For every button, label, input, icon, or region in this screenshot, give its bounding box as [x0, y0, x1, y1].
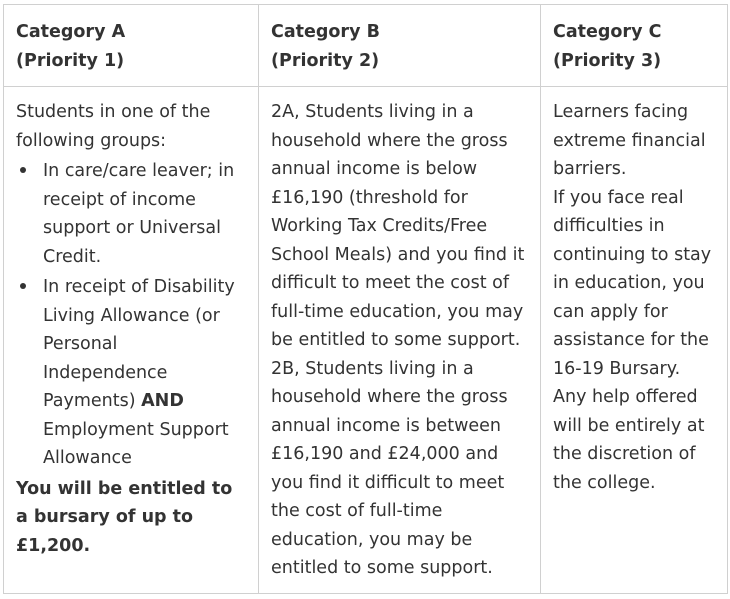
header-priority: (Priority 2) — [271, 50, 380, 71]
header-priority: (Priority 3) — [553, 50, 662, 71]
table-header-row — [4, 5, 728, 87]
category-a-intro: Students in one of the following groups: — [16, 102, 211, 151]
bullet-icon — [20, 167, 26, 173]
list-item-emphasis: AND — [141, 391, 184, 411]
header-title: Category B — [271, 22, 380, 42]
header-category-a — [4, 5, 259, 87]
bullet-icon — [20, 283, 26, 289]
category-c-paragraph: Any help offered will be entirely at the discretion of the college. — [553, 387, 705, 493]
list-item-text: In care/care leaver; in receipt of income support or Universal Credit. — [43, 161, 235, 267]
cell-category-b — [259, 87, 541, 594]
list-item-text: Employment Support Allowance — [43, 419, 229, 468]
category-b-paragraph-2b: 2B, Students living in a household where the gross annual income is between £16,190 and £24,000 and you find it difficult to meet the cost of full-time education, you may be entitled to some support. — [271, 358, 508, 578]
header-title: Category C — [553, 22, 662, 42]
category-b-paragraph-2a: 2A, Students living in a household where the gross annual income is below £16,190 (threshold for Working Tax Credits/Free School Meals) and you find it difficult to meet the cost of full-time education, you may be entitled to some support. — [271, 102, 525, 350]
header-category-b — [259, 5, 541, 87]
header-title: Category A — [16, 22, 126, 42]
eligibility-list — [16, 157, 246, 473]
category-a-entitlement: You will be entitled to a bursary of up to £1,200. — [16, 478, 233, 556]
table-row — [4, 87, 728, 594]
list-item — [43, 273, 246, 473]
bursary-category-table — [3, 4, 728, 594]
cell-category-c — [541, 87, 728, 594]
list-item-text: In receipt of Disability Living Allowance (or Personal Independence Payments) — [43, 277, 235, 411]
category-c-paragraph: Learners facing extreme financial barriers. — [553, 102, 706, 179]
cell-category-a — [4, 87, 259, 594]
header-category-c — [541, 5, 728, 87]
list-item — [43, 157, 246, 271]
category-c-paragraph: If you face real difficulties in continuing to stay in education, you can apply for assistance for the 16-19 Bursary. — [553, 187, 712, 379]
header-priority: (Priority 1) — [16, 50, 125, 71]
